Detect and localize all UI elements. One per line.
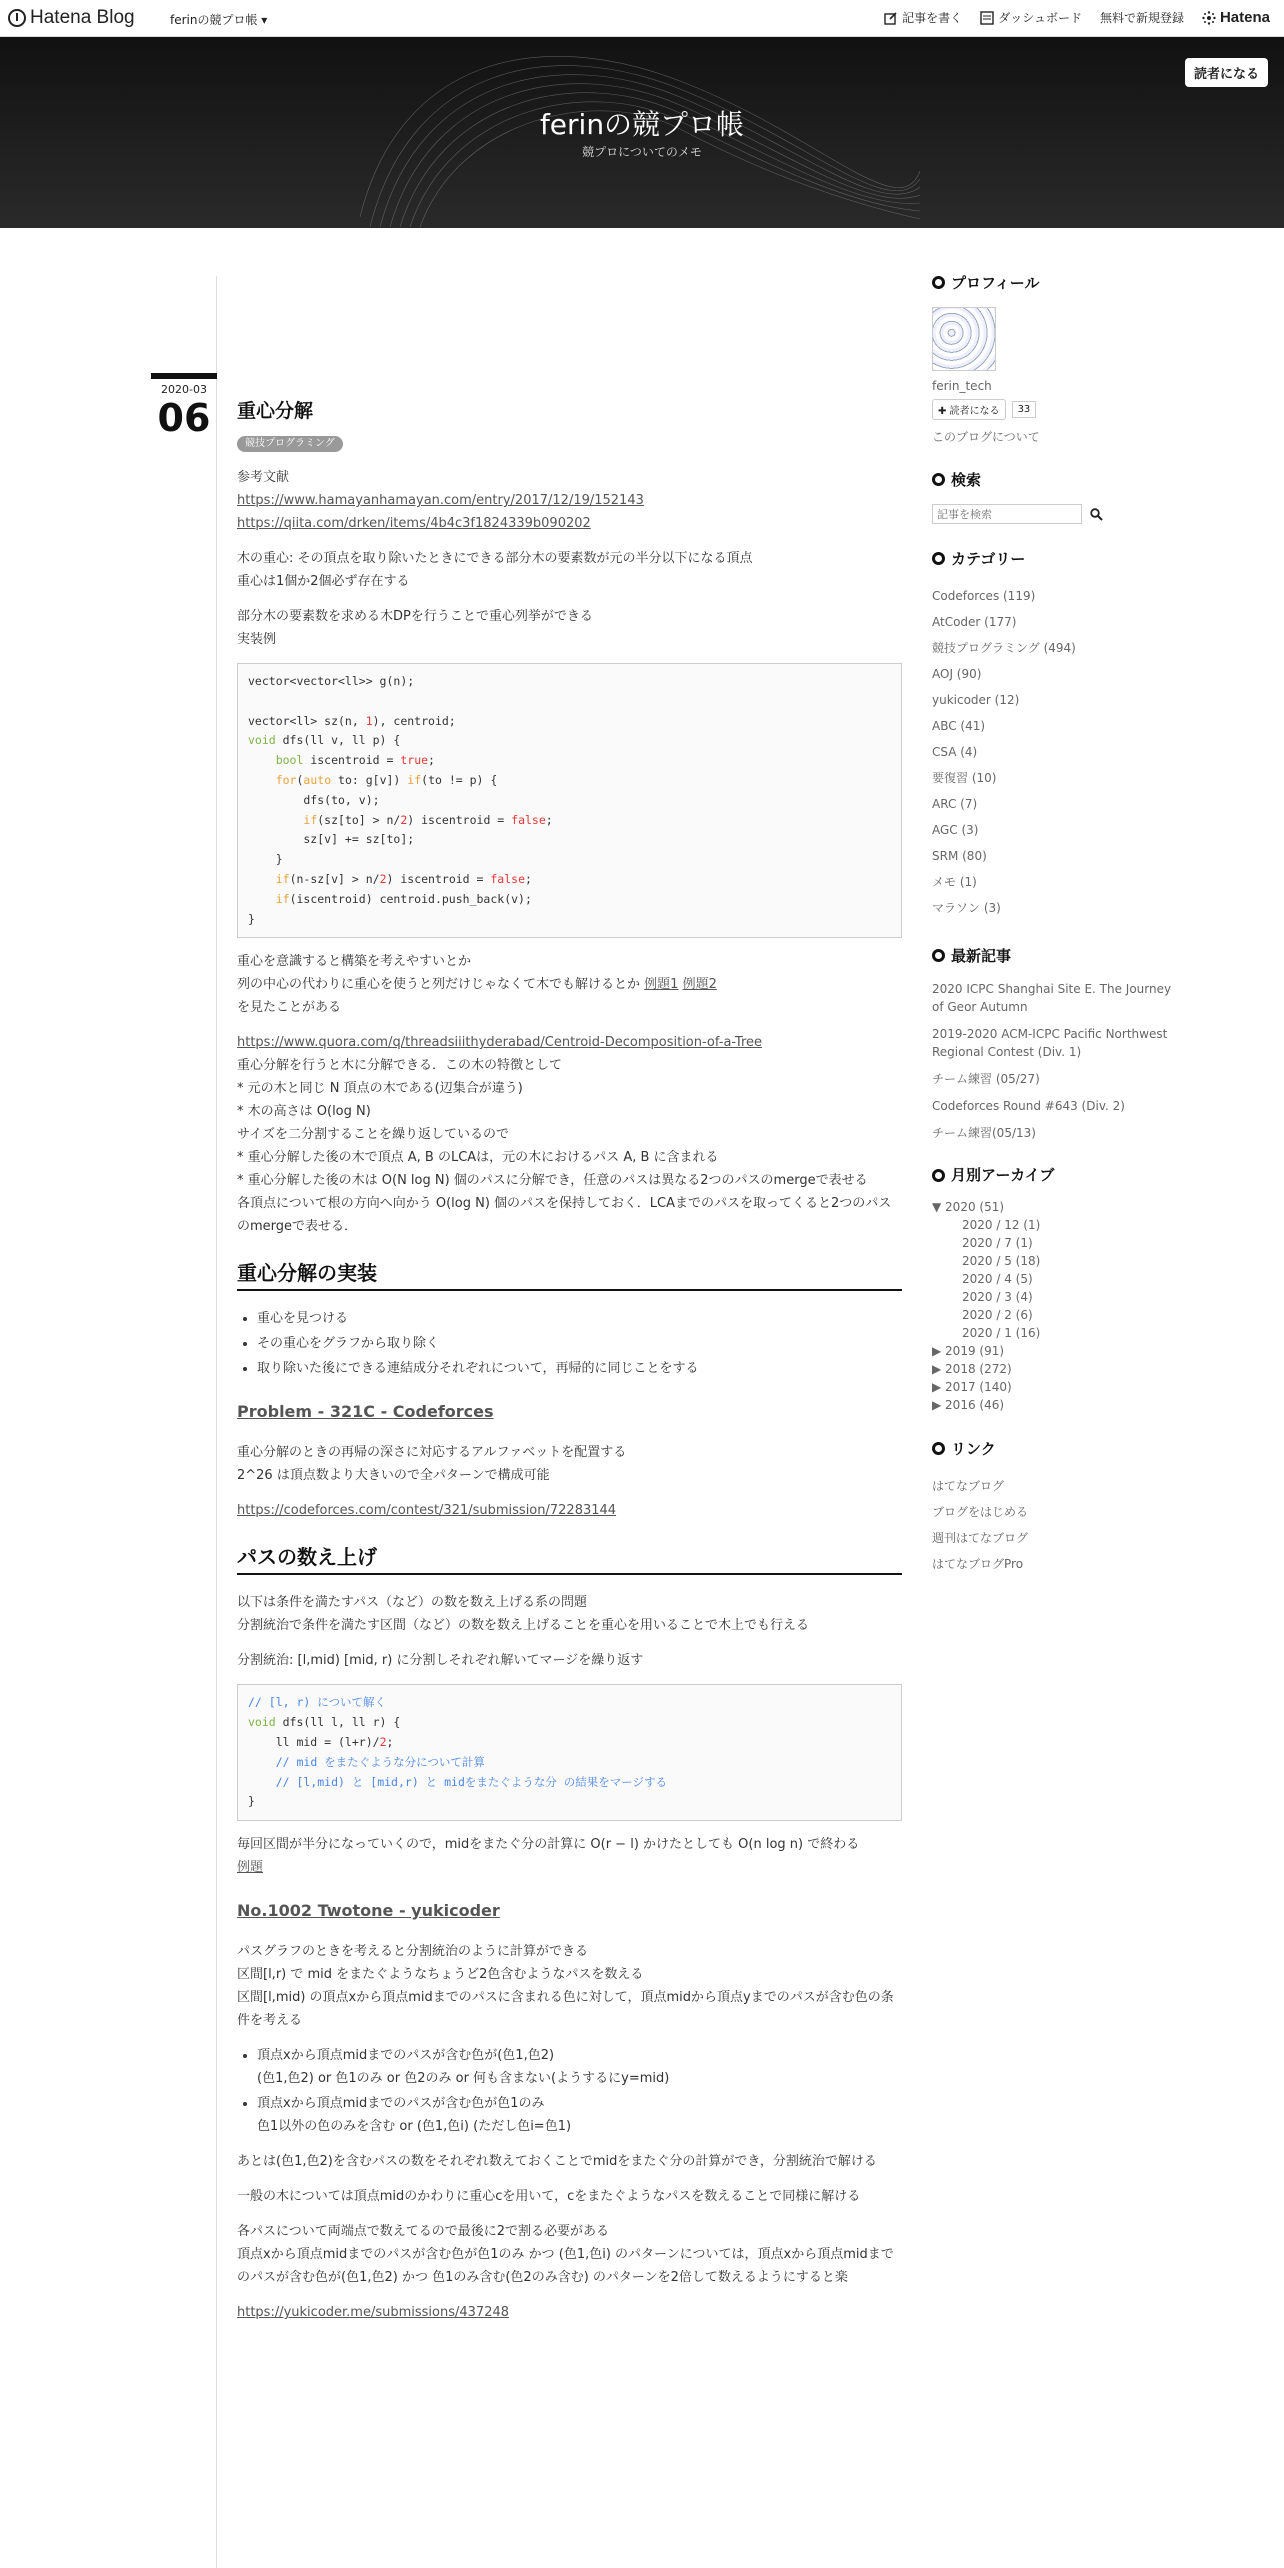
text-line: 実装例 xyxy=(237,632,277,647)
module-title-text: カテゴリー xyxy=(951,550,1026,568)
code-block-dfs: // [l, r) について解く void dfs(ll l, ll r) { ll mid = (l+r)/2; // mid をまたぐような分について計算 // [l,mid) と [mid,r) と midをまたぐような分 の結果をマージする } xyxy=(237,1684,902,1821)
profile-name[interactable]: ferin_tech xyxy=(932,379,992,393)
paragraph-yukicoder xyxy=(237,1940,902,2032)
dashboard-button[interactable] xyxy=(980,9,1082,26)
recent-entry-link[interactable]: チーム練習 (05/27) xyxy=(932,1072,1040,1086)
list-item xyxy=(257,2044,902,2090)
yukicoder-submission-link[interactable]: https://yukicoder.me/submissions/437248 xyxy=(237,2305,510,2321)
category-link[interactable]: CSA (4) xyxy=(932,745,978,759)
text-line: 頂点xから頂点midまでのパスが含む色が(色1,色2) xyxy=(257,2048,555,2064)
avatar[interactable] xyxy=(932,307,996,371)
paragraph-y6 xyxy=(237,2220,902,2289)
text-line: 各パスについて両端点で数えてるので最後に2で割る必要がある xyxy=(237,2224,610,2240)
archive-title xyxy=(932,1166,1182,1184)
archive-year-link[interactable]: ▶ 2019 (91) xyxy=(932,1344,1005,1358)
text-line: 区間[l,r) で mid をまたぐようなちょうど2色含むようなパスを数える xyxy=(237,1967,644,1983)
blog-header xyxy=(0,37,1284,228)
module-title-text: リンク xyxy=(951,1440,996,1458)
hatena-blog-logo-icon xyxy=(8,9,26,27)
category-link[interactable]: AtCoder (177) xyxy=(932,615,1017,629)
pencil-icon xyxy=(884,11,898,25)
example-link-1[interactable]: 例題1 xyxy=(644,977,679,993)
subscriber-count[interactable]: 33 xyxy=(1012,401,1037,418)
code-block-centroid: vector<vector<ll>> g(n); vector<ll> sz(n, 1), centroid; void dfs(ll v, ll p) { bool iscentroid = true; for(auto to: g[v]) if(to != p) { dfs(to, v); if(sz[to] > n/2) iscentroid = false; sz[v] += sz[to]; } if(n-sz[v] > n/2) iscentroid = false; if(iscentroid) centroid.push_back(v); } xyxy=(237,663,902,938)
text-line: 以下は条件を満たすパス（など）の数を数え上げる系の問題 xyxy=(237,1595,587,1611)
write-article-button[interactable] xyxy=(884,9,962,26)
subscribe-button[interactable]: 読者になる xyxy=(1185,58,1268,87)
archive-module xyxy=(932,1166,1182,1414)
text-line: を見たことがある xyxy=(237,1000,342,1016)
recent-entry-link[interactable]: Codeforces Round #643 (Div. 2) xyxy=(932,1099,1125,1113)
implementation-steps xyxy=(257,1307,902,1380)
links-module xyxy=(932,1438,1182,1577)
archive-month-link[interactable]: 2020 / 2 (6) xyxy=(962,1308,1033,1322)
article-date[interactable] xyxy=(151,373,217,440)
reference-link-1[interactable]: https://www.hamayanhamayan.com/entry/2017/12/19/152143 xyxy=(237,493,644,508)
category-link[interactable]: ARC (7) xyxy=(932,797,978,811)
category-link[interactable]: SRM (80) xyxy=(932,849,987,863)
article-body xyxy=(237,400,902,2336)
circle-icon xyxy=(932,552,945,565)
recent-title xyxy=(932,945,1182,966)
text-line: 毎回区間が半分になっていくので，midをまたぐ分の計算に O(r − l) かけたとしても O(n log n) で終わる xyxy=(237,1837,860,1853)
paragraph-codeforces xyxy=(237,1441,902,1487)
heading-path-counting: パスの数え上げ xyxy=(237,1546,902,1575)
category-link[interactable]: Codeforces (119) xyxy=(932,589,1036,603)
text-line: 各頂点について根の方向へ向かう O(log N) 個のパスを保持しておく．LCAまでのパスを取ってくると2つのパスのmergeで表せる． xyxy=(237,1196,892,1235)
search-title xyxy=(932,469,1182,490)
paragraph-y4: あとは(色1,色2)を含むパスの数をそれぞれ数えておくことでmidをまたぐ分の計算ができ，分割統治で解ける xyxy=(237,2154,877,2170)
paragraph-counting xyxy=(237,1591,902,1637)
archive-year-link[interactable]: ▶ 2018 (272) xyxy=(932,1362,1012,1376)
list-item xyxy=(257,2092,902,2138)
text-line: * 重心分解した後の木で頂点 A, B のLCAは，元の木におけるパス A, B に含まれる xyxy=(237,1150,719,1166)
recent-entries-module xyxy=(932,945,1182,1142)
category-module xyxy=(932,548,1182,921)
archive-month-link[interactable]: 2020 / 5 (18) xyxy=(962,1254,1041,1268)
category-link[interactable]: ABC (41) xyxy=(932,719,986,733)
text-line: 重心は1個か2個必ず存在する xyxy=(237,574,410,589)
hatena-label: Hatena xyxy=(1219,9,1270,26)
quora-link[interactable]: https://www.quora.com/q/threadsiiithyderabad/Centroid-Decomposition-of-a-Tree xyxy=(237,1035,762,1051)
search-module xyxy=(932,469,1182,524)
hatena-link[interactable] xyxy=(1202,9,1270,26)
text-line: サイズを二分割することを繰り返しているので xyxy=(237,1127,509,1143)
hatena-logo-icon xyxy=(1202,11,1216,25)
category-link[interactable]: メモ (1) xyxy=(932,875,977,889)
recent-entry-link[interactable]: チーム練習(05/13) xyxy=(932,1126,1036,1140)
archive-month-link[interactable]: 2020 / 12 (1) xyxy=(962,1218,1041,1232)
text-line: 部分木の要素数を求める木DPを行うことで重心列挙ができる xyxy=(237,609,593,624)
module-title-text: プロフィール xyxy=(951,274,1040,292)
archive-month-link[interactable]: 2020 / 3 (4) xyxy=(962,1290,1033,1304)
paragraph-impl-intro xyxy=(237,605,902,651)
write-article-label: 記事を書く xyxy=(902,11,963,25)
hatena-blog-logo[interactable] xyxy=(8,7,135,29)
text-line: 色1以外の色のみを含む or (色1,色i) (ただし色i=色1) xyxy=(257,2119,572,2135)
archive-year-link[interactable]: ▶ 2016 (46) xyxy=(932,1398,1005,1412)
category-link[interactable]: AGC (3) xyxy=(932,823,979,837)
circle-icon xyxy=(932,473,945,486)
date-day: 06 xyxy=(157,396,211,440)
blog-title[interactable]: ferinの競プロ帳 xyxy=(539,108,745,141)
profile-title xyxy=(932,272,1182,293)
heading-yukicoder-problem[interactable]: No.1002 Twotone - yukicoder xyxy=(237,1901,500,1921)
archive-month-link[interactable]: 2020 / 4 (5) xyxy=(962,1272,1033,1286)
external-link[interactable]: はてなブログPro xyxy=(932,1557,1024,1571)
module-title-text: 月別アーカイブ xyxy=(951,1166,1055,1184)
global-header xyxy=(0,0,1284,37)
paragraph-complexity xyxy=(237,1833,902,1879)
archive-year-link[interactable]: ▶ 2017 (140) xyxy=(932,1380,1012,1394)
circle-icon xyxy=(932,949,945,962)
blog-menu-dropdown[interactable]: ferinの競プロ帳 ▾ xyxy=(170,13,268,27)
archive-month-link[interactable]: 2020 / 7 (1) xyxy=(962,1236,1033,1250)
text-line: 重心分解を行うと木に分解できる．この木の特徴として xyxy=(237,1058,563,1074)
category-link[interactable]: 競技プログラミング (494) xyxy=(932,641,1076,655)
module-title-text: 最新記事 xyxy=(951,947,1012,965)
dashboard-icon xyxy=(980,11,994,25)
circle-icon xyxy=(932,1169,945,1182)
list-item: • 取り除いた後にできる連結成分それぞれについて，再帰的に同じことをする xyxy=(257,1357,902,1380)
links-title xyxy=(932,1438,1182,1459)
dashboard-label: ダッシュボード xyxy=(998,11,1082,25)
paragraph-centroid-def xyxy=(237,547,902,593)
sidebar xyxy=(932,272,1182,1601)
text-line: 分割統治で条件を満たす区間（など）の数を数え上げることを重心を用いることで木上でも行える xyxy=(237,1618,810,1634)
category-tag[interactable]: 競技プログラミング xyxy=(237,436,343,452)
external-link[interactable]: 週刊はてなブログ xyxy=(932,1531,1029,1545)
module-title-text: 検索 xyxy=(951,471,982,489)
text-line: 2^26 は頂点数より大きいので全パターンで構成可能 xyxy=(237,1468,550,1484)
text-line: 区間[l,mid) の頂点xから頂点midまでのパスに含まれる色に対して，頂点midから頂点yまでのパスが含む色の条件を考える xyxy=(237,1990,894,2029)
category-link[interactable]: yukicoder (12) xyxy=(932,693,1020,707)
text-line: 頂点xから頂点midまでのパスが含む色が色1のみ かつ (色1,色i) のパターンについては，頂点xから頂点midまでのパスが含む色が(色1,色2) かつ 色1のみ含む(色2のみ含む) のパターンを2倍して数えるようにすると楽 xyxy=(237,2247,894,2286)
text-line: 木の重心: その頂点を取り除いたときにできる部分木の要素数が元の半分以下になる頂点 xyxy=(237,551,753,566)
search-icon[interactable] xyxy=(1090,508,1103,521)
paragraph-usage xyxy=(237,950,902,1019)
about-blog-link[interactable]: このブログについて xyxy=(932,430,1040,444)
text-line: (色1,色2) or 色1のみ or 色2のみ or 何も含まない(ようするにy=mid) xyxy=(257,2071,670,2087)
blog-description: 競プロについてのメモ xyxy=(582,145,702,159)
recent-entry-link[interactable]: 2019-2020 ACM-ICPC Pacific Northwest Regional Contest (Div. 1) xyxy=(932,1027,1168,1059)
example-link[interactable]: 例題 xyxy=(237,1860,264,1876)
logo-text: Hatena Blog xyxy=(30,7,135,28)
text-line: パスグラフのときを考えると分割統治のように計算ができる xyxy=(237,1944,589,1960)
article-title[interactable]: 重心分解 xyxy=(237,400,314,422)
archive-month-link[interactable]: 2020 / 1 (16) xyxy=(962,1326,1041,1340)
references-label: 参考文献 xyxy=(237,470,290,485)
category-link[interactable]: 要復習 (10) xyxy=(932,771,997,785)
main-column-rule xyxy=(216,276,217,2568)
text-line: 重心を意識すると構築を考えやすいとか xyxy=(237,954,472,970)
text-line: * 木の高さは O(log N) xyxy=(237,1104,371,1120)
date-year-month: 2020-03 xyxy=(161,383,207,396)
external-link[interactable]: はてなブログ xyxy=(932,1479,1005,1493)
profile-module xyxy=(932,272,1182,445)
sidebar-subscribe-button[interactable]: ✚ 読者になる xyxy=(932,399,1006,420)
list-item: • 重心を見つける xyxy=(257,1307,902,1330)
reference-link-2[interactable]: https://qiita.com/drken/items/4b4c3f1824339b090202 xyxy=(237,516,591,531)
text-line: 頂点xから頂点midまでのパスが含む色が色1のみ xyxy=(257,2096,545,2112)
recent-entry-link[interactable]: 2020 ICPC Shanghai Site E. The Journey of Geor Autumn xyxy=(932,982,1172,1014)
heading-implementation: 重心分解の実装 xyxy=(237,1262,902,1291)
paragraph-quora xyxy=(237,1031,902,1238)
circle-icon xyxy=(932,1442,945,1455)
category-title xyxy=(932,548,1182,569)
text-line: * 重心分解した後の木は O(N log N) 個のパスに分解でき，任意のパスは異なる2つのパスのmergeで表せる xyxy=(237,1173,868,1189)
search-input[interactable] xyxy=(932,504,1082,524)
codeforces-submission-link[interactable]: https://codeforces.com/contest/321/submission/72283144 xyxy=(237,1503,617,1519)
references-paragraph xyxy=(237,466,902,535)
list-item: • その重心をグラフから取り除く xyxy=(257,1332,902,1355)
color-conditions xyxy=(257,2044,902,2138)
archive-year-2020[interactable]: ▼ 2020 (51) xyxy=(932,1200,1005,1214)
text-line: * 元の木と同じ N 頂点の木である(辺集合が違う) xyxy=(237,1081,523,1097)
signup-link[interactable]: 無料で新規登録 xyxy=(1099,11,1184,25)
paragraph-divide-conquer: 分割統治: [l,mid) [mid, r) に分割しそれぞれ解いてマージを繰り返す xyxy=(237,1653,644,1669)
heading-codeforces-problem[interactable]: Problem - 321C - Codeforces xyxy=(237,1402,494,1422)
category-link[interactable]: AOJ (90) xyxy=(932,667,982,681)
text-line: 重心分解のときの再帰の深さに対応するアルファベットを配置する xyxy=(237,1445,627,1461)
text-line: 列の中心の代わりに重心を使うと列だけじゃなくて木でも解けるとか xyxy=(237,977,641,993)
category-link[interactable]: マラソン (3) xyxy=(932,901,1001,915)
example-link-2[interactable]: 例題2 xyxy=(682,977,717,993)
external-link[interactable]: ブログをはじめる xyxy=(932,1505,1029,1519)
circle-icon xyxy=(932,276,945,289)
paragraph-y5: 一般の木については頂点midのかわりに重心cを用いて，cをまたぐようなパスを数えることで同様に解ける xyxy=(237,2189,861,2205)
